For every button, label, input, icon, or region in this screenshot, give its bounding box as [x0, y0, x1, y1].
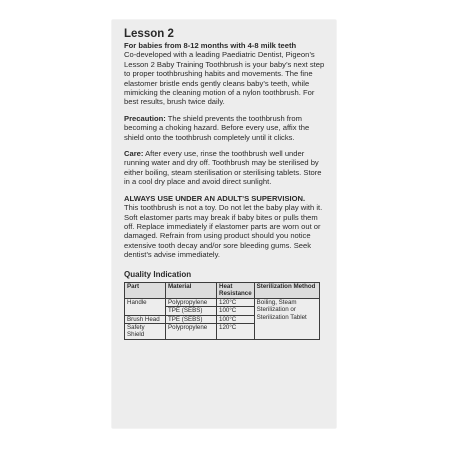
heat-cell: 120°C [217, 298, 255, 306]
header-heat-resistance: Heat Resistance [217, 282, 255, 298]
heat-cell: 100°C [217, 307, 255, 315]
care-paragraph [124, 149, 328, 187]
header-part: Part [125, 282, 166, 298]
card-content [124, 28, 328, 340]
table-row [125, 298, 320, 306]
lesson-title: Lesson 2 [124, 28, 174, 40]
age-subtitle: For babies from 8-12 months with 4-8 milk teeth [124, 41, 297, 50]
intro-paragraph: Co-developed with a leading Paediatric Dentist, Pigeon’s Lesson 2 Baby Training Toothbrush is your baby’s next step to proper toothbrushing habits and movements. The fine elastomer bristle ends gently cleans baby’s teeth, while mimicking the cleaning motion of a nylon toothbrush. For best results, brush twice daily. [124, 50, 325, 107]
material-cell: Polypropylene [166, 323, 217, 339]
part-cell: Safety Shield [125, 323, 166, 339]
supervision-heading: ALWAYS USE UNDER AN ADULT’S SUPERVISION. [124, 193, 306, 203]
quality-table [124, 282, 320, 340]
material-cell: Polypropylene [166, 298, 217, 306]
sterilization-cell: Boiling, Steam Sterilization or Sterilization Tablet [254, 298, 319, 339]
quality-table-header [125, 282, 320, 298]
precaution-text: The shield prevents the toothbrush from becoming a choking hazard. Before every use, affix the shield onto the toothbrush completely until it clicks. [124, 113, 310, 142]
heat-cell: 100°C [217, 315, 255, 323]
quality-heading: Quality Indication [124, 269, 192, 279]
supervision-text: This toothbrush is not a toy. Do not let the baby play with it. Soft elastomer parts may break if baby bites or pulls them off. Replace immediately if elastomer parts are worn out or damaged. Refrain from using product should you notice extensive tooth decay and/or sore bleeding gums. Seek dentist’s advise immediately. [124, 203, 323, 260]
part-cell: Brush Head [125, 315, 166, 323]
heat-cell: 120°C [217, 323, 255, 339]
material-cell: TPE (SEBS) [166, 307, 217, 315]
precaution-label: Precaution: [124, 113, 166, 123]
product-info-card [112, 20, 336, 428]
care-text: After every use, rinse the toothbrush well under running water and dry off. Toothbrush may be sterilised by either boiling, steam sterilisation or sterilising tablets. Store in a cool dry place and avoid direct sunlight. [124, 149, 322, 187]
care-label: Care: [124, 149, 144, 159]
part-cell: Handle [125, 298, 166, 315]
precaution-paragraph [124, 114, 328, 142]
header-sterilization-method: Sterilization Method [254, 282, 319, 298]
header-material: Material [166, 282, 217, 298]
material-cell: TPE (SEBS) [166, 315, 217, 323]
